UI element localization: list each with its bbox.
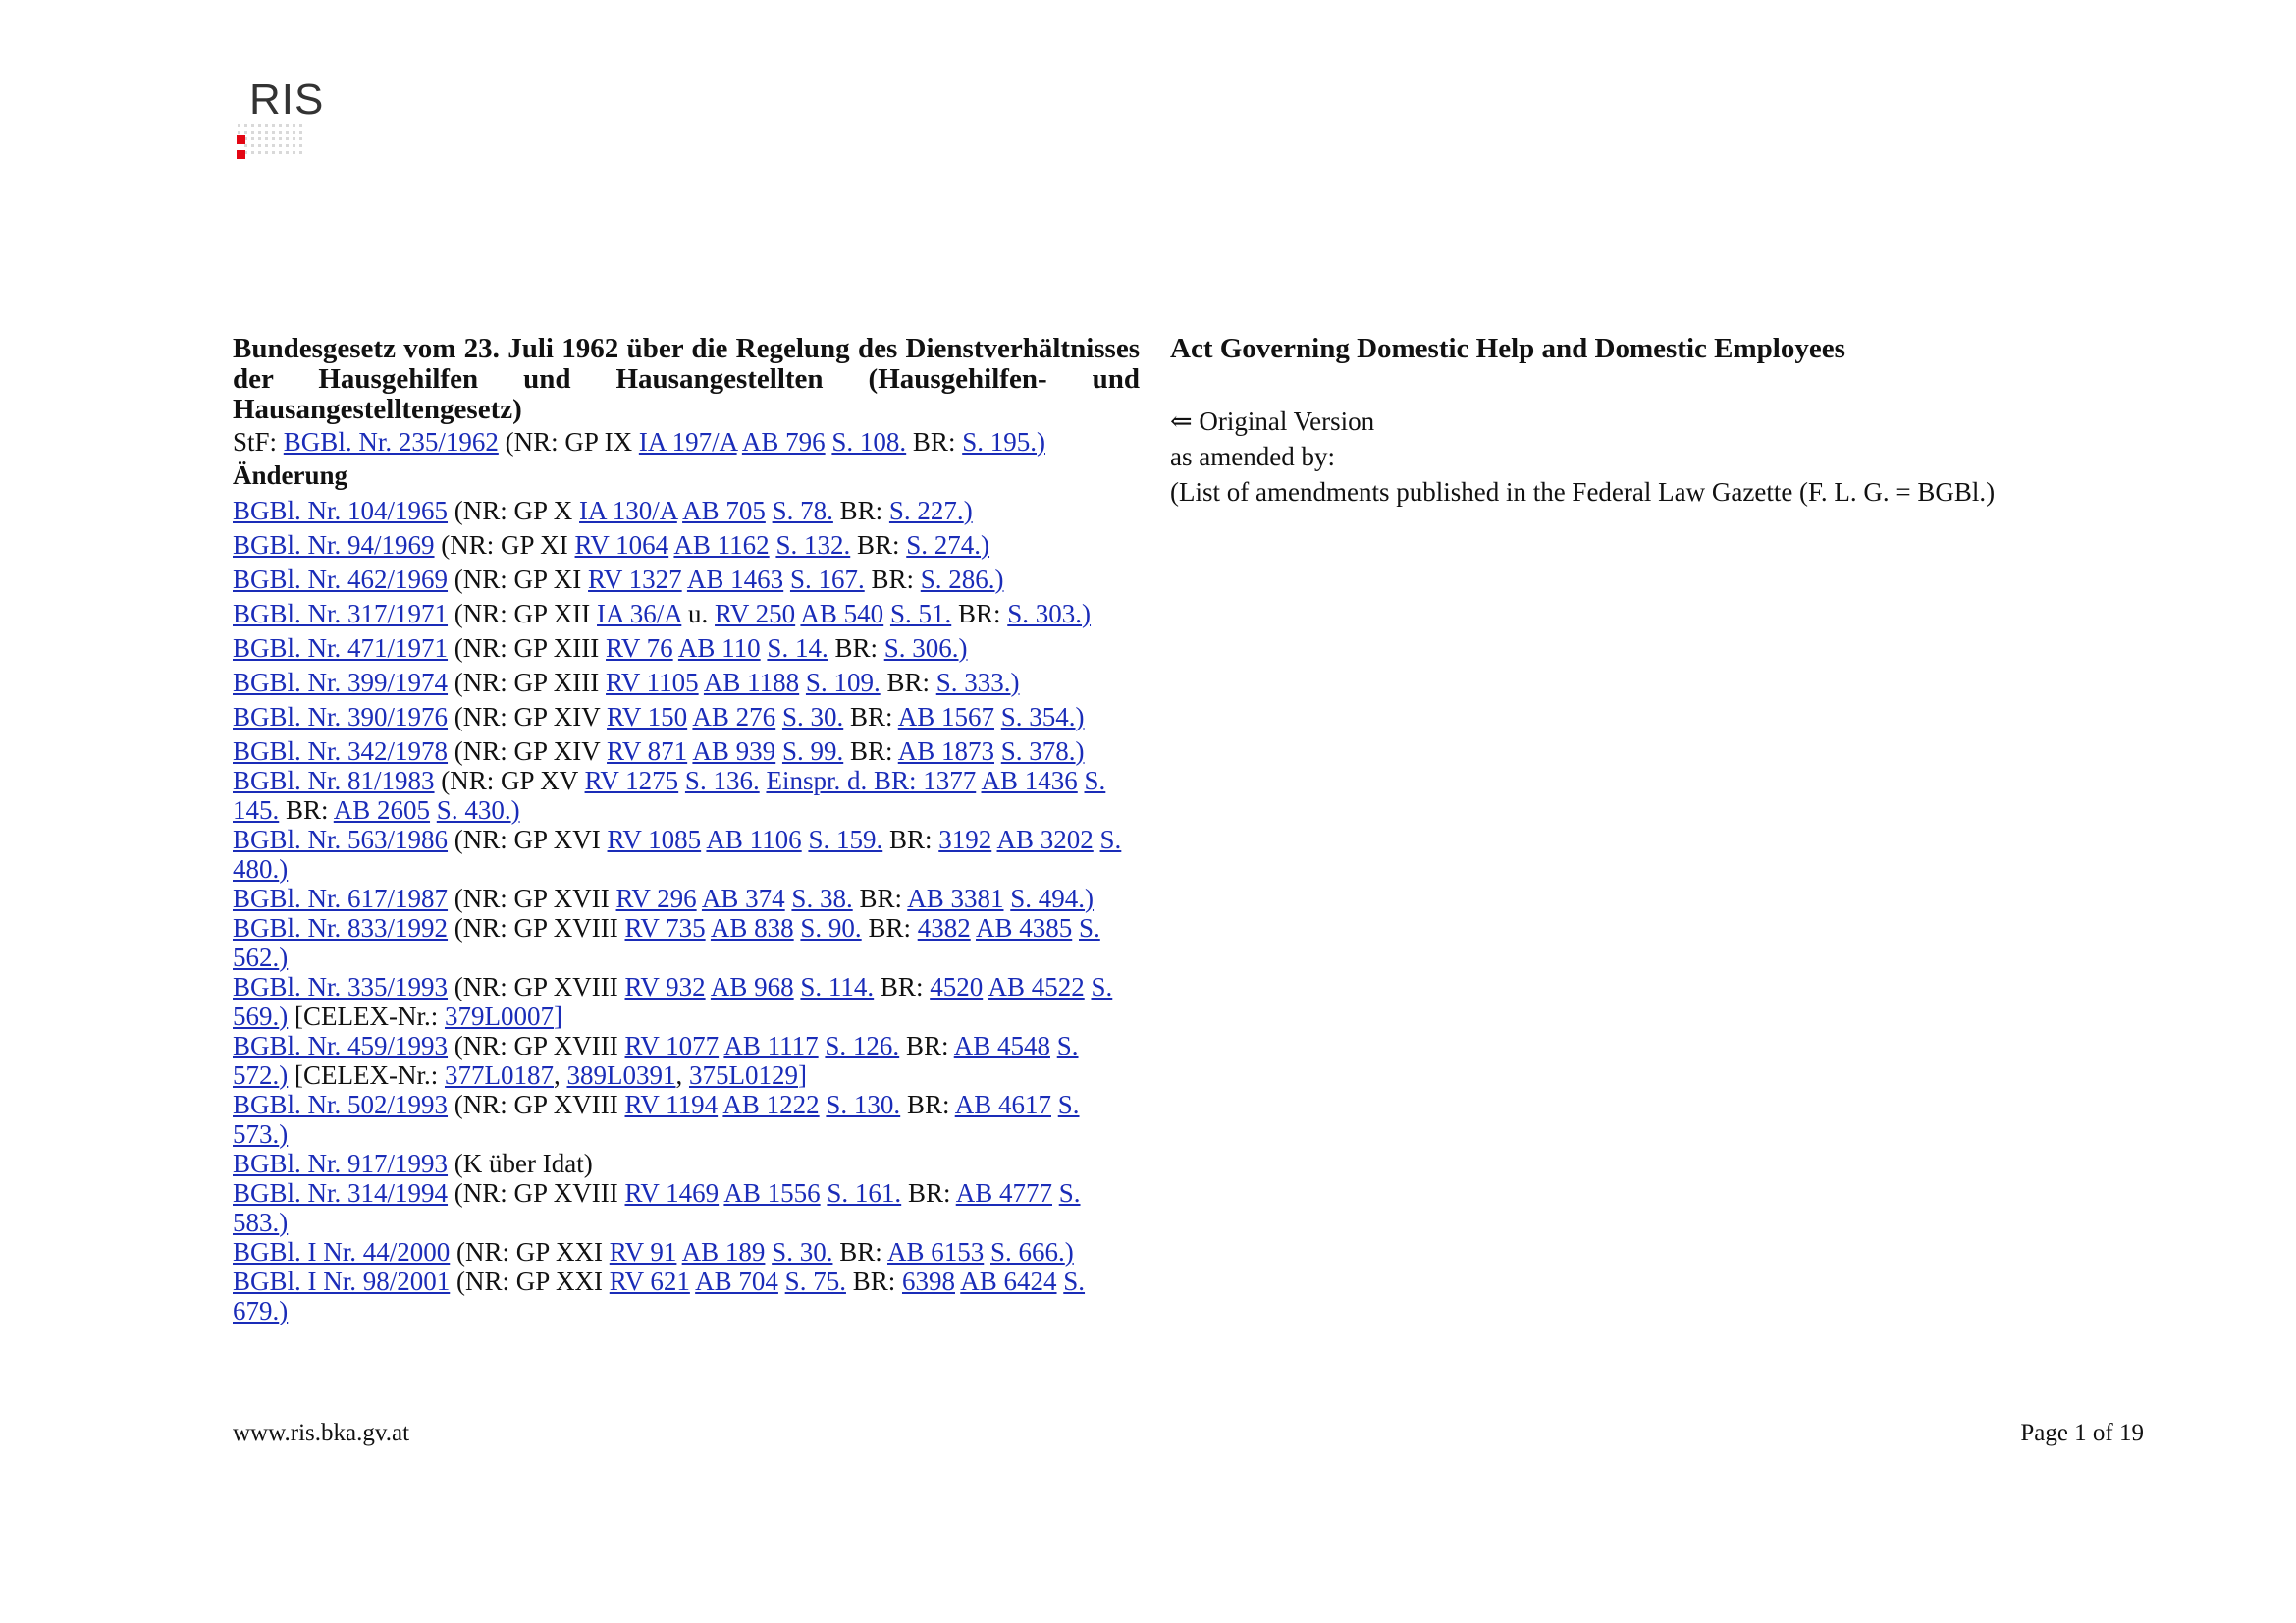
citation-link[interactable]: AB 1162 [673,530,770,560]
citation-text [1072,913,1079,943]
citation-link[interactable]: AB 6153 [886,1237,985,1267]
citation-link[interactable]: S. 303. [1007,599,1083,628]
citation-link[interactable]: IA 197/A [638,427,737,457]
amendment-entry [233,884,1140,913]
amendment-entry [233,496,1140,525]
citation-link[interactable]: RV 621 [609,1267,690,1296]
citation-link[interactable]: ) [1085,884,1095,913]
citation-link[interactable]: AB 2605 [333,795,431,825]
citation-link[interactable]: AB 1222 [722,1090,820,1119]
citation-text: BR: [861,913,918,943]
citation-text: BR: [951,599,1008,628]
amendments-note: (List of amendments published in the Federal Law Gazette (F. L. G. = BGBl.) [1170,477,1996,507]
citation-text: BR: [880,668,936,697]
law-title-german: Bundesgesetz vom 23. Juli 1962 über die Regelung des Dienstverhältnisses der Hausgehilfen und Hausangestellten (Hausgehilfen- und Hausangestelltengesetz) [233,333,1140,425]
citation-link[interactable]: AB 1463 [686,565,784,594]
citation-link[interactable]: ) [963,496,973,525]
citation-text: BR: [843,736,898,766]
citation-link[interactable]: S. 195. [962,427,1037,457]
citation-link[interactable]: BGBl. Nr. 104/1965 [233,496,449,525]
citation-link[interactable]: S. 109. [805,668,881,697]
citation-link[interactable]: RV 735 [624,913,706,943]
citation-text: BR: [845,1267,902,1296]
amendment-entry [233,668,1140,697]
stf-citation [233,427,1140,458]
citation-link[interactable]: AB 374 [701,884,785,913]
ris-logo-dots [236,122,314,161]
citation-link[interactable]: S. 14. [767,633,828,663]
citation-link[interactable]: ) [279,1001,289,1031]
citation-link[interactable]: AB 4617 [954,1090,1051,1119]
citation-link[interactable]: AB 4548 [953,1031,1050,1060]
amendment-entry [233,1149,1140,1178]
citation-link[interactable]: BGBl. Nr. 317/1971 [233,599,449,628]
citation-link[interactable]: ) [994,565,1004,594]
citation-text: (NR: GP XVIII [448,972,625,1001]
citation-text: (NR: GP XVII [448,884,616,913]
citation-link[interactable]: ] [553,1001,562,1031]
citation-text [775,702,782,731]
citation-text: (NR: GP XXI [450,1267,610,1296]
citation-link[interactable]: AB 1188 [703,668,800,697]
amended-by-label: as amended by: [1170,442,1335,471]
citation-link[interactable]: S. 333. [935,668,1011,697]
citation-link[interactable]: AB 4385 [975,913,1073,943]
citation-link[interactable]: S. 430. [436,795,511,825]
citation-link[interactable]: AB 3381 [907,884,1004,913]
citation-link[interactable]: BGBl. Nr. 235/1962 [283,427,499,457]
citation-link[interactable]: 389L0391 [566,1060,676,1090]
citation-link[interactable]: AB 704 [695,1267,778,1296]
citation-text: BR: [843,702,898,731]
citation-text: BR: [882,825,939,854]
citation-text: (NR: GP XII [448,599,598,628]
citation-link[interactable]: BGBl. Nr. 342/1978 [233,736,449,766]
citation-link[interactable]: AB 838 [710,913,794,943]
citation-link[interactable]: RV 296 [615,884,697,913]
citation-link[interactable]: S. 354. [1000,702,1076,731]
citation-text: (NR: GP XVIII [448,1090,625,1119]
citation-link[interactable]: ) [279,854,289,884]
citation-link[interactable]: ) [1082,599,1092,628]
citation-link[interactable]: S. 167. [789,565,865,594]
citation-link[interactable]: Einspr. d. BR: 1377 [766,766,977,795]
citation-link[interactable]: S. 145. [233,766,1106,825]
citation-link[interactable]: S. 494. [1010,884,1086,913]
citation-text [783,565,790,594]
citation-link[interactable]: S. 378. [1000,736,1076,766]
citation-text: (NR: GP IX [498,427,639,457]
citation-link[interactable]: AB 1873 [897,736,995,766]
amendment-entry [233,702,1140,731]
citation-link[interactable]: BGBl. I Nr. 44/2000 [233,1237,451,1267]
citation-link[interactable]: S. 583. [233,1178,1081,1237]
citation-text: BR: [852,884,908,913]
citation-link[interactable]: RV 871 [607,736,688,766]
citation-link[interactable]: 379L0007 [444,1001,554,1031]
citation-link[interactable]: S. 306. [883,633,959,663]
citation-link[interactable]: AB 705 [682,496,766,525]
citation-link[interactable]: RV 1085 [607,825,702,854]
citation-link[interactable]: 6398 [901,1267,955,1296]
citation-link[interactable]: RV 1194 [624,1090,719,1119]
amendment-entry [233,766,1140,825]
citation-link[interactable]: ) [1010,668,1020,697]
citation-link[interactable]: BGBl. Nr. 314/1994 [233,1178,449,1208]
citation-link[interactable]: 377L0187 [444,1060,554,1090]
citation-text: [CELEX-Nr.: [288,1001,445,1031]
citation-link[interactable]: AB 189 [681,1237,766,1267]
amendment-list [233,496,1140,1325]
citation-text: StF: [233,427,284,457]
citation-link[interactable]: S. 38. [791,884,853,913]
citation-link[interactable]: BGBl. Nr. 94/1969 [233,530,435,560]
page-number: Page 1 of 19 [2020,1420,2144,1446]
citation-text: (NR: GP XV [434,766,585,795]
amendment-entry [233,599,1140,628]
english-column [1170,334,2152,510]
citation-text: (NR: GP XVIII [448,1031,625,1060]
citation-link[interactable]: S. 666. [990,1237,1065,1267]
citation-text: (K über Idat) [448,1149,593,1178]
citation-text: (NR: GP XIII [448,633,607,663]
citation-link[interactable]: RV 1275 [584,766,679,795]
citation-link[interactable]: ) [1075,736,1085,766]
amendment-entry [233,565,1140,594]
amendment-entry [233,1031,1140,1090]
citation-text: [CELEX-Nr.: [288,1060,445,1090]
citation-link[interactable]: S. 130. [826,1090,901,1119]
citation-link[interactable]: RV 1327 [588,565,682,594]
citation-link[interactable]: S. 227. [888,496,964,525]
citation-link[interactable]: S. 132. [775,530,851,560]
citation-text: (NR: GP XIV [448,736,608,766]
citation-link[interactable]: S. 99. [781,736,844,766]
citation-text: BR: [900,1090,955,1119]
citation-link[interactable]: BGBl. Nr. 399/1974 [233,668,449,697]
citation-link[interactable]: ) [279,1208,289,1237]
citation-link[interactable]: S. 126. [825,1031,900,1060]
citation-text: BR: [901,1178,956,1208]
citation-link[interactable]: ) [1036,427,1045,457]
citation-text: , [553,1060,567,1090]
citation-link[interactable]: S. 569. [233,972,1113,1031]
citation-text: BR: [832,496,889,525]
citation-link[interactable]: ) [510,795,520,825]
citation-link[interactable]: RV 1469 [624,1178,720,1208]
citation-link[interactable]: S. 114. [800,972,875,1001]
citation-text: (NR: GP X [448,496,580,525]
citation-link[interactable]: S. 679. [233,1267,1086,1325]
citation-text [984,1237,990,1267]
citation-text [994,736,1001,766]
citation-link[interactable]: AB 540 [800,599,884,628]
citation-text [1051,1090,1058,1119]
citation-text: BR: [850,530,907,560]
citation-text: BR: [864,565,921,594]
citation-link[interactable]: BGBl. Nr. 917/1993 [233,1149,449,1178]
original-version-link[interactable]: ⇐ Original Version [1170,406,1375,436]
citation-text: (NR: GP XXI [450,1237,610,1267]
citation-link[interactable]: BGBl. I Nr. 98/2001 [233,1267,451,1296]
citation-link[interactable]: BGBl. Nr. 502/1993 [233,1090,449,1119]
citation-link[interactable]: S. 108. [831,427,907,457]
citation-text: BR: [906,427,963,457]
amendment-entry [233,825,1140,884]
citation-link[interactable]: S. 90. [800,913,862,943]
citation-text: BR: [828,633,884,663]
citation-text: BR: [279,795,334,825]
citation-link[interactable]: S. 136. [684,766,760,795]
citation-link[interactable]: AB 939 [692,736,776,766]
citation-link[interactable]: BGBl. Nr. 462/1969 [233,565,449,594]
citation-link[interactable]: RV 932 [624,972,706,1001]
citation-text: BR: [832,1237,887,1267]
citation-text: (NR: GP XI [434,530,575,560]
citation-link[interactable]: IA 36/A [597,599,682,628]
citation-link[interactable]: ) [279,1060,289,1090]
citation-text: (NR: GP XVIII [448,1178,625,1208]
citation-link[interactable]: AB 3202 [996,825,1094,854]
citation-text: u. [681,599,716,628]
citation-link[interactable]: ) [279,1296,289,1325]
citation-text: (NR: GP XI [448,565,589,594]
citation-text: , [675,1060,689,1090]
citation-link[interactable]: RV 91 [609,1237,677,1267]
citation-link[interactable]: AB 6424 [960,1267,1057,1296]
citation-text: (NR: GP XIII [448,668,607,697]
citation-link[interactable]: 4520 [930,972,984,1001]
citation-text [883,599,890,628]
citation-link[interactable]: BGBl. Nr. 81/1983 [233,766,435,795]
citation-link[interactable]: 3192 [938,825,992,854]
citation-link[interactable]: AB 796 [741,427,826,457]
citation-link[interactable]: S. 78. [772,496,833,525]
citation-text [766,496,773,525]
citation-link[interactable]: ) [958,633,968,663]
citation-text [1050,1031,1057,1060]
citation-link[interactable]: BGBl. Nr. 459/1993 [233,1031,449,1060]
citation-text: BR: [874,972,931,1001]
citation-text: (NR: GP XVI [448,825,608,854]
citation-link[interactable]: S. 30. [781,702,844,731]
citation-link[interactable]: 375L0129 [688,1060,798,1090]
citation-link[interactable]: BGBl. Nr. 563/1986 [233,825,449,854]
citation-link[interactable]: AB 1567 [897,702,995,731]
footer-url: www.ris.bka.gv.at [233,1420,410,1446]
citation-link[interactable]: ) [279,943,289,972]
citation-text [430,795,437,825]
citation-link[interactable]: S. 30. [772,1237,833,1267]
citation-link[interactable]: S. 573. [233,1090,1080,1149]
citation-link[interactable]: AB 968 [710,972,794,1001]
amendment-entry [233,736,1140,766]
citation-link[interactable]: BGBl. Nr. 833/1992 [233,913,449,943]
citation-text [678,766,685,795]
ris-logo [236,76,353,167]
citation-link[interactable]: BGBl. Nr. 390/1976 [233,702,449,731]
citation-text: BR: [899,1031,954,1060]
citation-link[interactable]: S. 274. [906,530,982,560]
citation-link[interactable]: AB 1556 [723,1178,821,1208]
citation-link[interactable]: S. 75. [784,1267,846,1296]
citation-link[interactable]: AB 276 [692,702,776,731]
german-column [233,334,1140,1325]
citation-text [1052,1178,1059,1208]
citation-link[interactable]: AB 4777 [955,1178,1052,1208]
citation-link[interactable]: RV 250 [715,599,796,628]
citation-link[interactable]: RV 150 [607,702,688,731]
amendment-entry [233,1267,1140,1325]
citation-link[interactable]: ) [1064,1237,1074,1267]
amendment-entry [233,972,1140,1031]
citation-link[interactable]: IA 130/A [579,496,677,525]
citation-link[interactable]: AB 1117 [723,1031,819,1060]
citation-link[interactable]: S. 286. [920,565,995,594]
law-title-english: Act Governing Domestic Help and Domestic Employees [1170,333,1845,364]
citation-link[interactable]: ) [1075,702,1085,731]
amendment-entry [233,1090,1140,1149]
citation-link[interactable]: AB 4522 [988,972,1085,1001]
citation-link[interactable]: S. 161. [827,1178,902,1208]
citation-text [799,668,806,697]
citation-link[interactable]: BGBl. Nr. 335/1993 [233,972,449,1001]
citation-link[interactable]: AB 110 [677,633,761,663]
citation-text [1094,825,1100,854]
citation-link[interactable]: S. 572. [233,1031,1079,1090]
amendment-entry [233,530,1140,560]
citation-link[interactable]: S. 159. [808,825,883,854]
citation-text [778,1267,785,1296]
citation-text [775,736,782,766]
citation-link[interactable]: AB 1436 [981,766,1078,795]
citation-link[interactable]: RV 1077 [624,1031,720,1060]
citation-text [994,702,1001,731]
amendment-entry [233,1178,1140,1237]
citation-link[interactable]: RV 1105 [606,668,699,697]
citation-link[interactable]: S. 562. [233,913,1100,972]
amendment-entry [233,1237,1140,1267]
citation-link[interactable]: AB 1106 [706,825,802,854]
citation-link[interactable]: ) [981,530,990,560]
citation-text: (NR: GP XIV [448,702,608,731]
citation-link[interactable]: ) [279,1119,289,1149]
amendments-heading: Änderung [233,460,348,490]
citation-link[interactable]: S. 51. [889,599,952,628]
citation-text [1078,766,1085,795]
citation-link[interactable]: RV 76 [606,633,673,663]
citation-link[interactable]: RV 1064 [574,530,669,560]
citation-text: (NR: GP XVIII [448,913,625,943]
citation-link[interactable]: S. 480. [233,825,1122,884]
amendment-entry [233,633,1140,663]
amendment-entry [233,913,1140,972]
citation-link[interactable]: BGBl. Nr. 471/1971 [233,633,449,663]
citation-link[interactable]: ] [797,1060,807,1090]
citation-link[interactable]: 4382 [917,913,971,943]
ris-logo-text: RIS [249,76,325,124]
citation-link[interactable]: BGBl. Nr. 617/1987 [233,884,449,913]
